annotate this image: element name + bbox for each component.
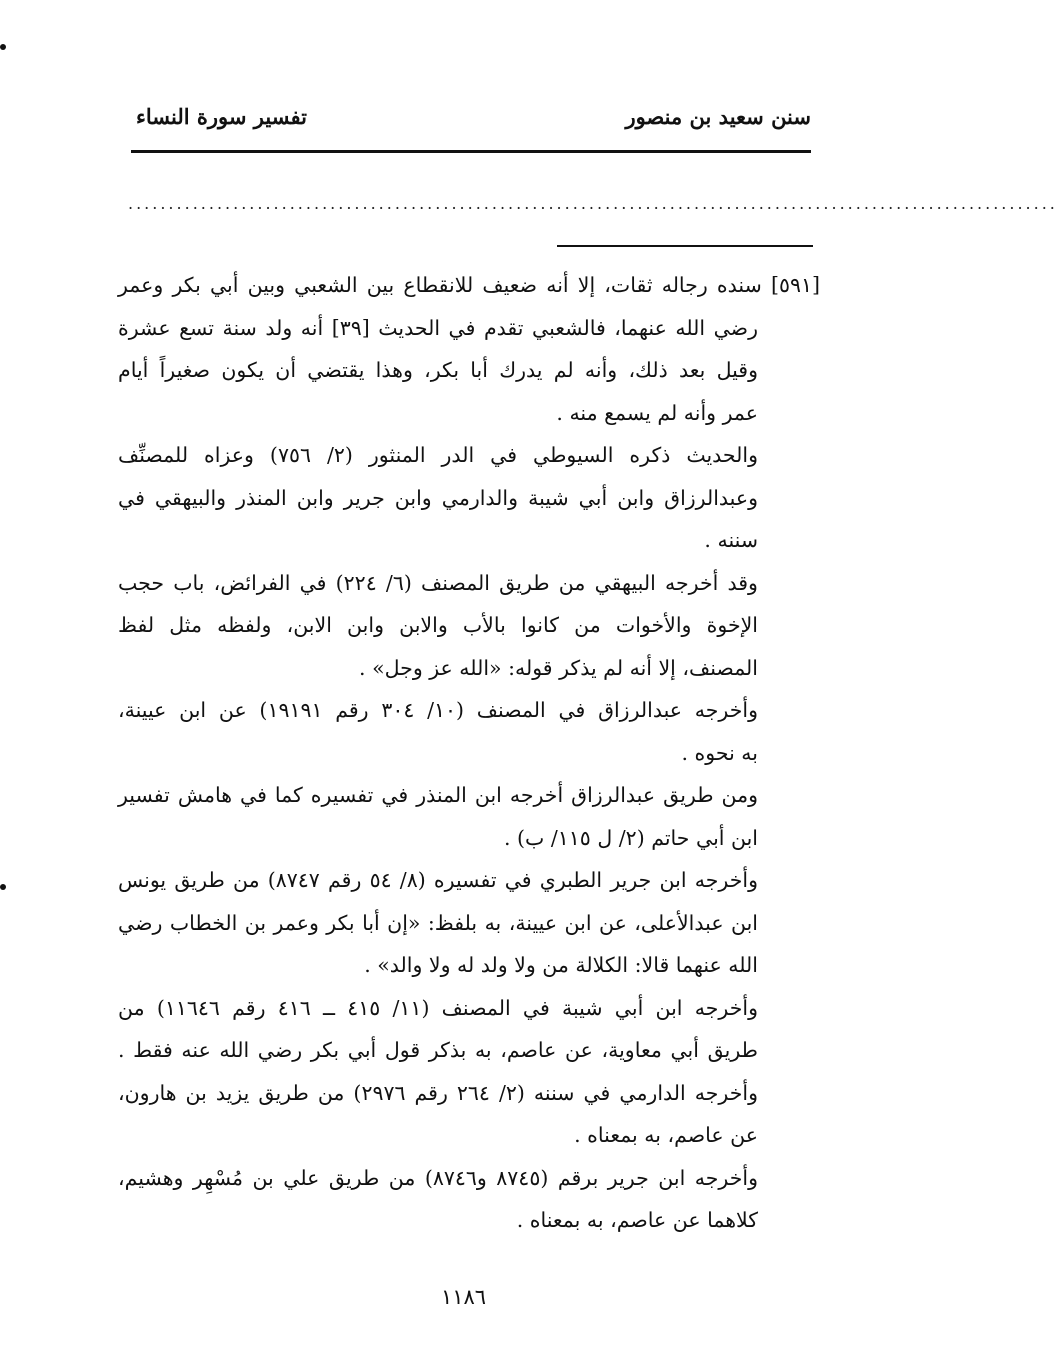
footnote-rule <box>557 245 813 247</box>
commentary-block <box>118 264 820 1242</box>
commentary-line: وقيل بعد ذلك، وأنه لم يدرك أبا بكر، وهذا يقتضي أن يكون صغيراً أيام <box>118 358 758 382</box>
commentary-line: الله عنهما قالا: الكلالة من ولا ولد له ولا والد» . <box>364 953 758 977</box>
commentary-line: عمر وأنه لم يسمع منه . <box>556 400 758 425</box>
commentary-line: والحديث ذكره السيوطي في الدر المنثور (٢/ ٧٥٦) وعزاه للمصنِّف <box>118 443 758 467</box>
commentary-line: به نحوه . <box>681 740 758 765</box>
commentary-line: وأخرجه ابن جرير الطبري في تفسيره (٨/ ٥٤ رقم ٨٧٤٧) من طريق يونس <box>118 868 758 892</box>
commentary-line: ومن طريق عبدالرزاق أخرجه ابن المنذر في تفسيره كما في هامش تفسير <box>118 783 758 807</box>
book-title: سنن سعيد بن منصور <box>625 104 811 129</box>
commentary-line: وأخرجه ابن جرير برقم (٨٧٤٥ و٨٧٤٦) من طريق علي بن مُسْهِر وهشيم، <box>118 1165 758 1190</box>
commentary-line: وأخرجه الدارمي في سننه (٢/ ٢٦٤ رقم ٢٩٧٦) من طريق يزيد بن هارون، <box>118 1080 758 1105</box>
commentary-line: وقد أخرجه البيهقي من طريق المصنف (٦/ ٢٢٤) في الفرائض، باب حجب <box>118 570 758 595</box>
note-number: [٥٩١] <box>770 273 820 297</box>
page-number: ١١٨٦ <box>440 1285 487 1309</box>
header-rule <box>131 150 811 153</box>
commentary-line: وأخرجه عبدالرزاق في المصنف (١٠/ ٣٠٤ رقم ١٩١٩١) عن ابن عيينة، <box>118 698 758 722</box>
commentary-line: رضي الله عنهما، فالشعبي تقدم في الحديث [٣٩] أنه ولد سنة تسع عشرة <box>118 315 758 340</box>
commentary-line: ابن أبي حاتم (٢/ ل ١١٥/ ب) . <box>504 825 758 850</box>
scan-mark <box>0 884 6 890</box>
commentary-line: [٥٩١] سنده رجاله ثقات، إلا أنه ضعيف للانقطاع بين الشعبي وبين أبي بكر وعمر <box>118 264 820 307</box>
commentary-line: طريق أبي معاوية، عن عاصم، به بذكر قول أبي بكر رضي الله عنه فقط . <box>118 1038 758 1062</box>
dotted-separator: ................................................................................................................... <box>128 194 1058 213</box>
commentary-line: وأخرجه ابن أبي شيبة في المصنف (١١/ ٤١٥ ــ ٤١٦ رقم ١١٦٤٦) من <box>118 995 758 1020</box>
commentary-line: الإخوة والأخوات من كانوا بالأب والابن وابن الابن، ولفظه مثل لفظ <box>118 613 758 637</box>
commentary-line: كلاهما عن عاصم، به بمعناه . <box>516 1208 758 1232</box>
commentary-line: وعبدالرزاق وابن أبي شيبة والدارمي وابن جرير وابن المنذر والبيهقي في <box>118 485 758 510</box>
commentary-line: عن عاصم، به بمعناه . <box>574 1123 758 1147</box>
section-title: تفسير سورة النساء <box>136 104 307 129</box>
commentary-line: سننه . <box>704 528 758 552</box>
commentary-line: المصنف، إلا أنه لم يذكر قوله: «الله عز وجل» . <box>359 655 758 680</box>
commentary-line: ابن عبدالأعلى، عن ابن عيينة، به بلفظ: «إن أبا بكر وعمر بن الخطاب رضي <box>118 910 758 935</box>
scan-mark <box>0 44 6 50</box>
